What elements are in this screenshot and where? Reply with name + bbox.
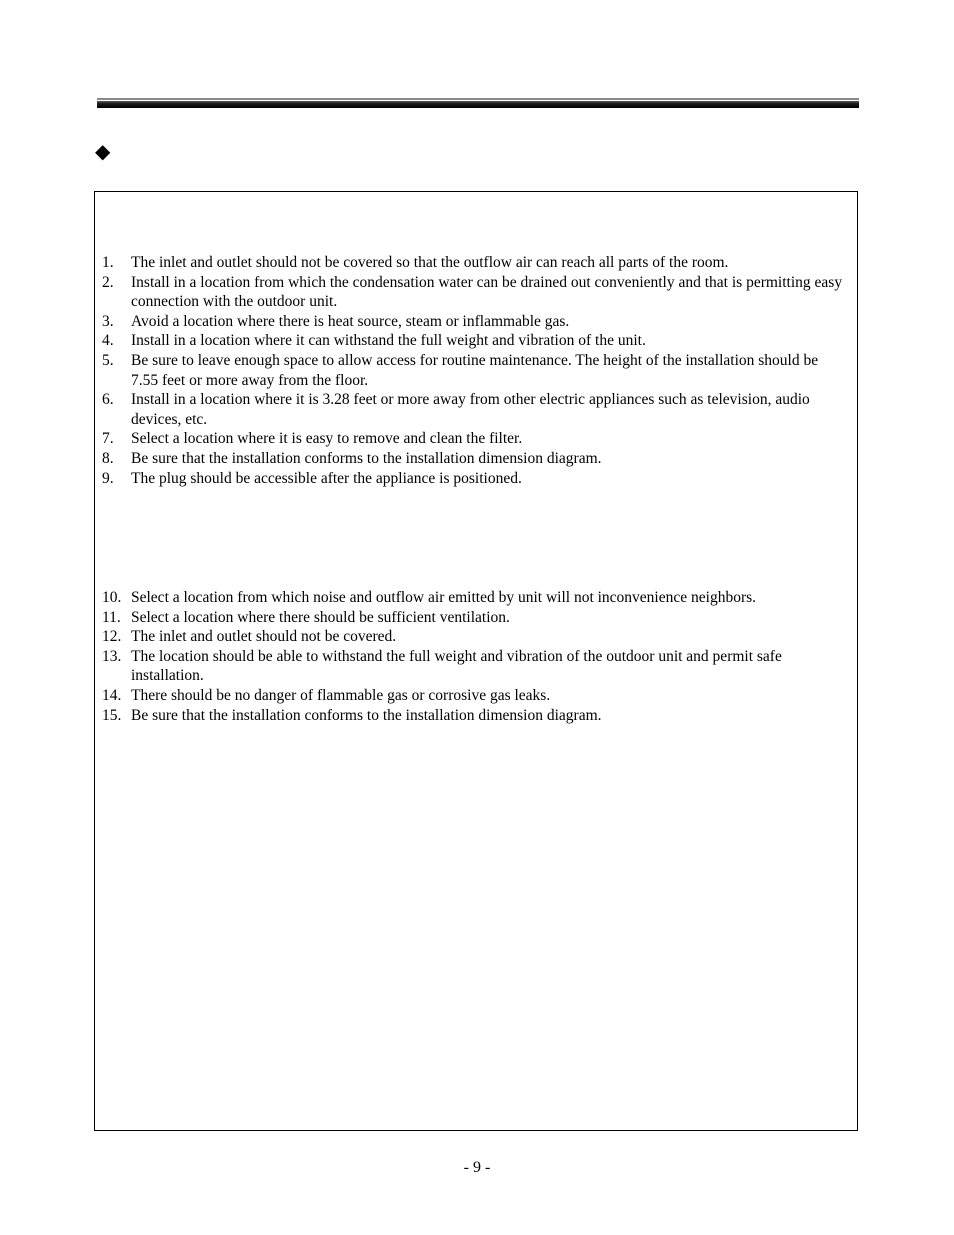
page-number: - 9 - — [463, 1159, 491, 1176]
header-rule-thick-line — [97, 101, 859, 108]
list-item-text: The inlet and outlet should not be covered. — [131, 628, 397, 646]
list-item-text: Install in a location from which the condensation water can be drained out conveniently and that is permitting easy connection with the outdoor unit. — [131, 273, 843, 311]
list-item-text: Select a location where there should be sufficient ventilation. — [131, 608, 510, 626]
outdoor-unit-list — [102, 588, 847, 725]
list-item — [102, 429, 847, 449]
list-item — [102, 253, 847, 273]
list-item-number: 3. — [102, 312, 114, 330]
list-item-number: 12. — [102, 628, 122, 646]
list-item-number: 1. — [102, 254, 114, 271]
list-item — [102, 588, 847, 608]
list-item — [102, 390, 847, 429]
list-item-number: 15. — [102, 706, 122, 724]
list-item — [102, 686, 847, 706]
list-item-number: 14. — [102, 686, 122, 704]
list-item-text: Install in a location where it is 3.28 feet or more away from other electric appliances such as television, audio devices, etc. — [131, 391, 810, 428]
list-item-number: 2. — [102, 273, 114, 291]
list-item-number: 11. — [102, 608, 121, 626]
list-item-number: 8. — [102, 449, 114, 467]
list-item-text: There should be no danger of flammable gas or corrosive gas leaks. — [131, 686, 551, 704]
header-rule — [97, 98, 859, 110]
list-item-text: The inlet and outlet should not be covered so that the outflow air can reach all parts of the room. — [131, 254, 729, 271]
list-item-number: 6. — [102, 391, 114, 409]
list-item-text: Avoid a location where there is heat source, steam or inflammable gas. — [131, 312, 570, 330]
list-item — [102, 627, 847, 647]
list-item — [102, 312, 847, 332]
list-item — [102, 469, 847, 489]
list-item-number: 10. — [102, 589, 122, 606]
list-item-text: The plug should be accessible after the appliance is positioned. — [131, 469, 522, 487]
list-item-text: The location should be able to withstand the full weight and vibration of the outdoor unit and permit safe installation. — [131, 647, 782, 685]
list-item-text: Be sure that the installation conforms to the installation dimension diagram. — [131, 706, 602, 724]
list-item — [102, 351, 847, 390]
list-item — [102, 647, 847, 686]
list-item-number: 13. — [102, 647, 122, 665]
header-rule-thin-line — [97, 98, 859, 100]
list-item — [102, 449, 847, 469]
list-item-text: Be sure that the installation conforms to the installation dimension diagram. — [131, 449, 602, 467]
list-item-number: 9. — [102, 469, 114, 487]
diamond-bullet-icon: ◆ — [95, 141, 111, 163]
indoor-unit-list — [102, 253, 847, 488]
list-item-text: Install in a location where it can withstand the full weight and vibration of the unit. — [131, 332, 646, 350]
list-item-number: 7. — [102, 430, 114, 448]
list-item-number: 5. — [102, 351, 114, 369]
list-item — [102, 273, 847, 312]
list-item — [102, 706, 847, 726]
list-item-text: Be sure to leave enough space to allow access for routine maintenance. The height of the installation should be 7.55 feet or more away from the floor. — [131, 351, 819, 389]
list-item-text: Select a location from which noise and outflow air emitted by unit will not inconvenience neighbors. — [131, 589, 757, 606]
list-item — [102, 608, 847, 628]
list-item — [102, 331, 847, 351]
list-item-text: Select a location where it is easy to remove and clean the filter. — [131, 430, 523, 448]
list-item-number: 4. — [102, 332, 114, 350]
